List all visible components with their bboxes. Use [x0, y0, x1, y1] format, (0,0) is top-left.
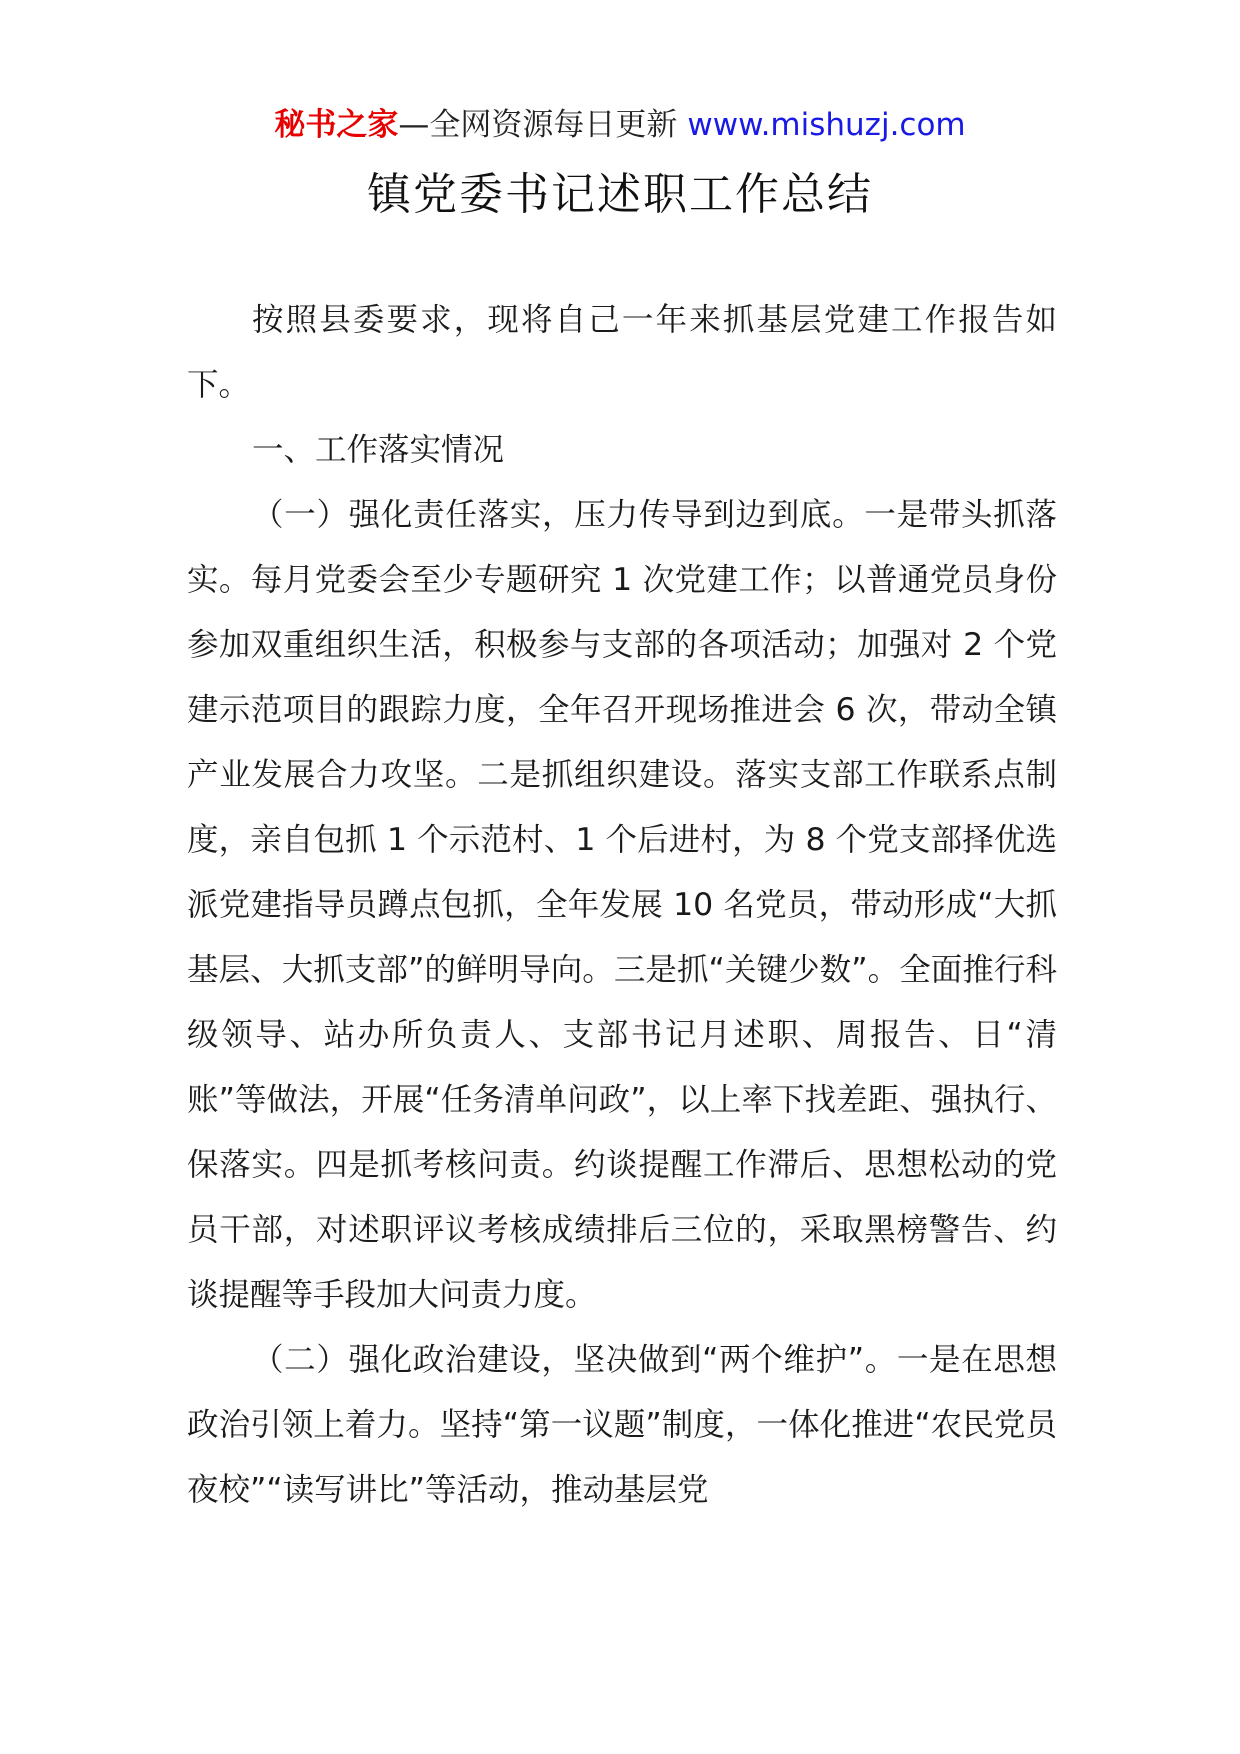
- document-title: 镇党委书记述职工作总结: [367, 169, 873, 220]
- section-heading: 一、工作落实情况: [252, 432, 505, 468]
- site-header: [0, 100, 1240, 150]
- site-url-link[interactable]: www.mishuzj.com: [687, 107, 966, 143]
- brand-name: 秘书之家: [274, 107, 399, 143]
- body-paragraph: （一）强化责任落实，压力传导到边到底。一是带头抓落实。每月党委会至少专题研究 1 次党建工作；以普通党员身份参加双重组织生活，积极参与支部的各项活动；加强对 2 个党建示范项目的跟踪力度，全年召开现场推进会 6 次，带动全镇产业发展合力攻坚。二是抓组织建设。落实支部工作联系点制度，亲自包抓 1 个示范村、1 个后进村，为 8 个党支部择优选派党建指导员蹲点包抓，全年发展 10 名党员，带动形成“大抓基层、大抓支部”的鲜明导向。三是抓“关键少数”。全面推行科级领导、站办所负责人、支部书记月述职、周报告、日“清账”等做法，开展“任务清单问政”，以上率下找差距、强执行、保落实。四是抓考核问责。约谈提醒工作滞后、思想松动的党员干部，对述职评议考核成绩排后三位的，采取黑榜警告、约谈提醒等手段加大问责力度。: [187, 497, 1057, 1313]
- header-slogan: 全网资源每日更新: [429, 107, 678, 143]
- body-paragraph: （二）强化政治建设，坚决做到“两个维护”。一是在思想政治引领上着力。坚持“第一议题”制度，一体化推进“农民党员夜校”“读写讲比”等活动，推动基层党: [187, 1342, 1057, 1508]
- intro-paragraph: 按照县委要求，现将自己一年来抓基层党建工作报告如下。: [187, 302, 1057, 403]
- header-dash: —: [398, 107, 430, 143]
- document-body: [187, 288, 1057, 1523]
